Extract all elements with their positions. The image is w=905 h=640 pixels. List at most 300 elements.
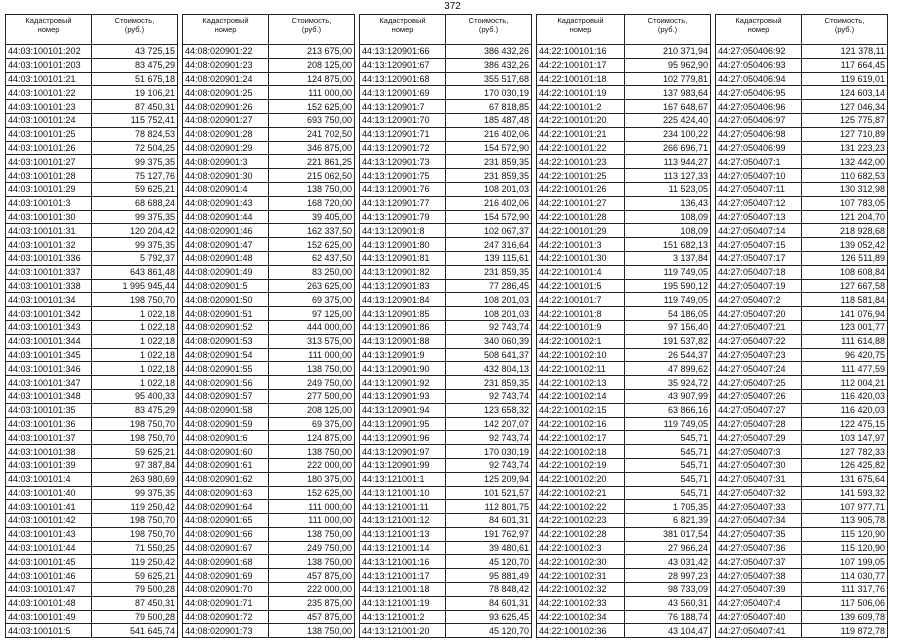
cadastral-number-cell: 44:13:121001:20 — [360, 624, 446, 638]
cadastral-number-cell: 44:22:100102:14 — [537, 389, 625, 403]
cadastral-number-cell: 44:13:120901:66 — [360, 45, 446, 59]
cost-cell: 115 120,90 — [802, 541, 888, 555]
cost-cell: 198 750,70 — [92, 527, 178, 541]
table-row — [537, 58, 711, 72]
table-row — [6, 527, 178, 541]
table-row — [6, 279, 178, 293]
table-row — [716, 569, 888, 583]
cadastral-number-cell: 44:08:020901:47 — [183, 238, 269, 252]
cost-cell: 119 749,05 — [625, 265, 711, 279]
cost-cell: 97 387,84 — [92, 458, 178, 472]
cadastral-number-cell: 44:27:050407:19 — [716, 279, 802, 293]
cadastral-number-cell: 44:22:100102:11 — [537, 362, 625, 376]
table-row — [360, 389, 532, 403]
cadastral-number-cell: 44:03:100101:21 — [6, 72, 92, 86]
table-row — [716, 555, 888, 569]
table-row — [6, 169, 178, 183]
cost-cell: 72 504,25 — [92, 141, 178, 155]
table-row — [360, 155, 532, 169]
table-row — [360, 334, 532, 348]
cadastral-number-cell: 44:22:100102:28 — [537, 527, 625, 541]
table-row — [716, 527, 888, 541]
column-header-cadastral-number — [360, 15, 446, 45]
table-row — [360, 169, 532, 183]
cost-cell: 99 375,35 — [92, 486, 178, 500]
column-header-line: Кадастровый — [202, 16, 249, 25]
table-row — [537, 596, 711, 610]
cadastral-number-cell: 44:22:100101:8 — [537, 307, 625, 321]
cadastral-number-cell: 44:27:050406:93 — [716, 58, 802, 72]
cost-cell: 222 000,00 — [269, 458, 355, 472]
cost-cell: 92 743,74 — [446, 458, 532, 472]
cadastral-number-cell: 44:22:100102:3 — [537, 541, 625, 555]
cost-cell: 130 312,98 — [802, 182, 888, 196]
cadastral-number-cell: 44:22:100101:7 — [537, 293, 625, 307]
table-row — [360, 348, 532, 362]
table-row — [360, 72, 532, 86]
table-row — [6, 555, 178, 569]
column-header-line: номер — [37, 25, 60, 34]
cost-cell: 115 120,90 — [802, 527, 888, 541]
cost-cell: 116 420,03 — [802, 403, 888, 417]
cost-cell: 101 521,57 — [446, 486, 532, 500]
table-row — [716, 210, 888, 224]
cadastral-number-cell: 44:08:020901:30 — [183, 169, 269, 183]
cadastral-number-cell: 44:22:100102:22 — [537, 500, 625, 514]
cadastral-number-cell: 44:03:100101:49 — [6, 610, 92, 624]
cadastral-number-cell: 44:13:121001:19 — [360, 596, 446, 610]
cost-cell: 152 625,00 — [269, 100, 355, 114]
cadastral-number-cell: 44:03:100101:40 — [6, 486, 92, 500]
cadastral-number-cell: 44:08:020901:49 — [183, 265, 269, 279]
cost-cell: 47 899,62 — [625, 362, 711, 376]
table-row — [537, 251, 711, 265]
cost-cell: 62 437,50 — [269, 251, 355, 265]
cost-cell: 125 209,94 — [446, 472, 532, 486]
cadastral-number-cell: 44:27:050407:37 — [716, 555, 802, 569]
table-row — [6, 445, 178, 459]
cost-cell: 132 442,00 — [802, 155, 888, 169]
cadastral-number-cell: 44:27:050407:10 — [716, 169, 802, 183]
column-header-cadastral-number — [183, 15, 269, 45]
cost-cell: 162 337,50 — [269, 224, 355, 238]
cost-cell: 84 601,31 — [446, 596, 532, 610]
table-row — [716, 45, 888, 59]
cadastral-number-cell: 44:27:050407:35 — [716, 527, 802, 541]
table-row — [360, 141, 532, 155]
cost-cell: 381 017,54 — [625, 527, 711, 541]
column-header-cost — [269, 15, 355, 45]
cost-cell: 231 859,35 — [446, 155, 532, 169]
cost-cell: 96 420,75 — [802, 348, 888, 362]
table-row — [6, 72, 178, 86]
cadastral-number-cell: 44:03:100101:27 — [6, 155, 92, 169]
cost-cell: 126 425,82 — [802, 458, 888, 472]
cadastral-number-cell: 44:03:100101:41 — [6, 500, 92, 514]
cadastral-number-cell: 44:13:121001:16 — [360, 555, 446, 569]
cost-cell: 266 696,71 — [625, 141, 711, 155]
cadastral-number-cell: 44:22:100101:27 — [537, 196, 625, 210]
table-row — [360, 403, 532, 417]
cost-cell: 170 030,19 — [446, 445, 532, 459]
cadastral-number-cell: 44:08:020901:66 — [183, 527, 269, 541]
cost-cell: 1 022,18 — [92, 307, 178, 321]
cadastral-number-cell: 44:03:100101:38 — [6, 445, 92, 459]
table-row — [360, 431, 532, 445]
table-row — [537, 141, 711, 155]
cadastral-number-cell: 44:22:100102:15 — [537, 403, 625, 417]
cadastral-number-cell: 44:13:121001:17 — [360, 569, 446, 583]
cost-cell: 432 804,13 — [446, 362, 532, 376]
table-row — [6, 403, 178, 417]
column-header-line: Стоимость, — [114, 16, 155, 25]
table-row — [183, 610, 355, 624]
cadastral-number-cell: 44:03:100101:337 — [6, 265, 92, 279]
cost-cell: 63 866,16 — [625, 403, 711, 417]
column-header-line: номер — [214, 25, 237, 34]
cost-cell: 3 137,84 — [625, 251, 711, 265]
table-row — [183, 238, 355, 252]
cost-cell: 43 725,15 — [92, 45, 178, 59]
cost-cell: 1 995 945,44 — [92, 279, 178, 293]
cost-cell: 152 625,00 — [269, 238, 355, 252]
table-row — [537, 72, 711, 86]
cadastral-number-cell: 44:13:120901:8 — [360, 224, 446, 238]
cost-cell: 545,71 — [625, 431, 711, 445]
cadastral-number-cell: 44:08:020901:55 — [183, 362, 269, 376]
cost-cell: 69 375,00 — [269, 293, 355, 307]
cadastral-number-cell: 44:13:120901:69 — [360, 86, 446, 100]
cadastral-number-cell: 44:22:100101:17 — [537, 58, 625, 72]
column-header-cost — [625, 15, 711, 45]
cost-cell: 210 371,94 — [625, 45, 711, 59]
cost-cell: 1 705,35 — [625, 500, 711, 514]
cost-cell: 139 609,78 — [802, 610, 888, 624]
cadastral-number-cell: 44:13:120901:88 — [360, 334, 446, 348]
cost-cell: 225 424,40 — [625, 113, 711, 127]
cost-cell: 43 031,42 — [625, 555, 711, 569]
cadastral-number-cell: 44:03:100101:39 — [6, 458, 92, 472]
cost-cell: 215 062,50 — [269, 169, 355, 183]
table-row — [360, 293, 532, 307]
cost-cell: 119 619,01 — [802, 72, 888, 86]
cadastral-number-cell: 44:08:020901:43 — [183, 196, 269, 210]
cadastral-number-cell: 44:13:121001:14 — [360, 541, 446, 555]
table-row — [183, 624, 355, 638]
cadastral-number-cell: 44:03:100101:28 — [6, 169, 92, 183]
cadastral-number-cell: 44:13:120901:76 — [360, 182, 446, 196]
cadastral-number-cell: 44:03:100101:338 — [6, 279, 92, 293]
cost-cell: 124 875,00 — [269, 431, 355, 445]
cost-cell: 131 223,23 — [802, 141, 888, 155]
table-row — [360, 113, 532, 127]
cost-cell: 126 511,89 — [802, 251, 888, 265]
cadastral-number-cell: 44:13:120901:77 — [360, 196, 446, 210]
cadastral-number-cell: 44:03:100101:29 — [6, 182, 92, 196]
cost-cell: 138 750,00 — [269, 362, 355, 376]
table-row — [360, 265, 532, 279]
table-row — [716, 279, 888, 293]
table-row — [6, 472, 178, 486]
cadastral-number-cell: 44:08:020901:5 — [183, 279, 269, 293]
table-row — [360, 624, 532, 638]
table-row — [716, 141, 888, 155]
cadastral-number-cell: 44:08:020901:51 — [183, 307, 269, 321]
table-row — [6, 486, 178, 500]
table-row — [537, 624, 711, 638]
table-row — [360, 541, 532, 555]
cost-cell: 51 675,18 — [92, 72, 178, 86]
table-row — [537, 320, 711, 334]
cadastral-number-cell: 44:22:100102:34 — [537, 610, 625, 624]
table-row — [537, 169, 711, 183]
cadastral-number-cell: 44:22:100101:9 — [537, 320, 625, 334]
cadastral-number-cell: 44:13:121001:18 — [360, 583, 446, 597]
table-row — [716, 265, 888, 279]
cost-cell: 77 286,45 — [446, 279, 532, 293]
cost-cell: 136,43 — [625, 196, 711, 210]
table-row — [716, 320, 888, 334]
cost-cell: 643 861,48 — [92, 265, 178, 279]
table-row — [360, 596, 532, 610]
cost-cell: 138 750,00 — [269, 445, 355, 459]
table-row — [183, 583, 355, 597]
cost-cell: 111 614,88 — [802, 334, 888, 348]
column-header-line: Стоимость, — [647, 16, 688, 25]
cost-cell: 35 924,72 — [625, 376, 711, 390]
cost-cell: 191 762,97 — [446, 527, 532, 541]
cadastral-number-cell: 44:08:020901:67 — [183, 541, 269, 555]
cadastral-number-cell: 44:08:020901:70 — [183, 583, 269, 597]
cadastral-number-cell: 44:27:050407:34 — [716, 514, 802, 528]
table-row — [716, 155, 888, 169]
table-row — [716, 431, 888, 445]
cost-cell: 185 487,48 — [446, 113, 532, 127]
cost-cell: 198 750,70 — [92, 417, 178, 431]
cadastral-number-cell: 44:27:050407:36 — [716, 541, 802, 555]
cadastral-number-cell: 44:27:050407:11 — [716, 182, 802, 196]
cost-cell: 107 199,05 — [802, 555, 888, 569]
cost-cell: 115 752,41 — [92, 113, 178, 127]
cadastral-number-cell: 44:22:100101:29 — [537, 224, 625, 238]
cost-cell: 45 120,70 — [446, 624, 532, 638]
cadastral-number-cell: 44:08:020901:27 — [183, 113, 269, 127]
cadastral-number-cell: 44:27:050407:25 — [716, 376, 802, 390]
cost-cell: 231 859,35 — [446, 376, 532, 390]
cadastral-number-cell: 44:03:100101:30 — [6, 210, 92, 224]
cost-cell: 444 000,00 — [269, 320, 355, 334]
cost-cell: 346 875,00 — [269, 141, 355, 155]
cost-cell: 541 645,74 — [92, 624, 178, 638]
cadastral-number-cell: 44:22:100101:3 — [537, 238, 625, 252]
table-row — [183, 320, 355, 334]
column-header-line: (руб.) — [834, 25, 855, 34]
cost-cell: 78 824,53 — [92, 127, 178, 141]
table-row — [360, 45, 532, 59]
cadastral-number-cell: 44:08:020901:64 — [183, 500, 269, 514]
table-row — [716, 389, 888, 403]
table-row — [183, 155, 355, 169]
table-row — [183, 45, 355, 59]
table-row — [537, 113, 711, 127]
cost-cell: 139 115,61 — [446, 251, 532, 265]
cost-cell: 111 000,00 — [269, 514, 355, 528]
cost-cell: 138 750,00 — [269, 555, 355, 569]
cost-cell: 1 022,18 — [92, 362, 178, 376]
cadastral-number-cell: 44:22:100102:33 — [537, 596, 625, 610]
table-row — [6, 86, 178, 100]
cadastral-number-cell: 44:03:100101:45 — [6, 555, 92, 569]
table-row — [716, 307, 888, 321]
column-header-line: Стоимость, — [824, 16, 865, 25]
table-row — [716, 348, 888, 362]
table-row — [360, 251, 532, 265]
cost-cell: 241 702,50 — [269, 127, 355, 141]
table-row — [537, 334, 711, 348]
cadastral-number-cell: 44:13:120901:85 — [360, 307, 446, 321]
cost-cell: 508 641,37 — [446, 348, 532, 362]
cadastral-number-cell: 44:03:100101:26 — [6, 141, 92, 155]
cost-cell: 69 375,00 — [269, 417, 355, 431]
cost-cell: 216 402,06 — [446, 196, 532, 210]
cost-cell: 99 375,35 — [92, 238, 178, 252]
cadastral-number-cell: 44:13:120901:72 — [360, 141, 446, 155]
cadastral-number-cell: 44:22:100102:13 — [537, 376, 625, 390]
table-row — [537, 127, 711, 141]
table-row — [537, 224, 711, 238]
cadastral-number-cell: 44:08:020901:57 — [183, 389, 269, 403]
cadastral-number-cell: 44:08:020901:61 — [183, 458, 269, 472]
cost-cell: 124 875,00 — [269, 72, 355, 86]
table-row — [716, 624, 888, 638]
cadastral-number-cell: 44:27:050407:32 — [716, 486, 802, 500]
table-row — [6, 610, 178, 624]
cadastral-number-cell: 44:08:020901:3 — [183, 155, 269, 169]
cadastral-number-cell: 44:08:020901:26 — [183, 100, 269, 114]
table-row — [537, 569, 711, 583]
table-row — [716, 376, 888, 390]
table-row — [360, 486, 532, 500]
table-row — [183, 555, 355, 569]
table-row — [716, 472, 888, 486]
cost-cell: 386 432,26 — [446, 45, 532, 59]
cost-cell: 545,71 — [625, 458, 711, 472]
cadastral-number-cell: 44:03:100101:42 — [6, 514, 92, 528]
cadastral-number-cell: 44:08:020901:56 — [183, 376, 269, 390]
cost-cell: 122 475,15 — [802, 417, 888, 431]
table-row — [537, 445, 711, 459]
cost-cell: 79 500,28 — [92, 583, 178, 597]
cadastral-number-cell: 44:27:050407:41 — [716, 624, 802, 638]
column-header-cadastral-number — [537, 15, 625, 45]
table-row — [716, 445, 888, 459]
cadastral-tables — [5, 14, 901, 636]
cost-cell: 45 120,70 — [446, 555, 532, 569]
cadastral-number-cell: 44:03:100101:37 — [6, 431, 92, 445]
cost-cell: 95 400,33 — [92, 389, 178, 403]
cadastral-number-cell: 44:22:100101:28 — [537, 210, 625, 224]
cadastral-number-cell: 44:08:020901:72 — [183, 610, 269, 624]
cost-cell: 249 750,00 — [269, 541, 355, 555]
cadastral-number-cell: 44:08:020901:54 — [183, 348, 269, 362]
table-row — [183, 389, 355, 403]
table-row — [360, 527, 532, 541]
cost-cell: 111 000,00 — [269, 86, 355, 100]
cost-cell: 117 506,06 — [802, 596, 888, 610]
cost-cell: 213 675,00 — [269, 45, 355, 59]
cadastral-number-cell: 44:22:100101:22 — [537, 141, 625, 155]
table-row — [537, 362, 711, 376]
column-header-cadastral-number — [716, 15, 802, 45]
cost-cell: 121 378,11 — [802, 45, 888, 59]
cadastral-number-cell: 44:08:020901:25 — [183, 86, 269, 100]
cadastral-number-cell: 44:13:120901:95 — [360, 417, 446, 431]
table-row — [716, 486, 888, 500]
column-header-cadastral-number — [6, 15, 92, 45]
cadastral-number-cell: 44:08:020901:73 — [183, 624, 269, 638]
cost-cell: 231 859,35 — [446, 265, 532, 279]
table-row — [716, 224, 888, 238]
cost-cell: 208 125,00 — [269, 58, 355, 72]
cadastral-number-cell: 44:13:120901:9 — [360, 348, 446, 362]
table-row — [6, 210, 178, 224]
cadastral-number-cell: 44:27:050407:12 — [716, 196, 802, 210]
table-row — [183, 348, 355, 362]
cost-cell: 131 675,64 — [802, 472, 888, 486]
cadastral-number-cell: 44:27:050406:94 — [716, 72, 802, 86]
table-row — [360, 417, 532, 431]
cadastral-number-cell: 44:03:100101:48 — [6, 596, 92, 610]
cadastral-number-cell: 44:27:050406:92 — [716, 45, 802, 59]
cadastral-number-cell: 44:22:100101:26 — [537, 182, 625, 196]
cost-cell: 545,71 — [625, 472, 711, 486]
table-row — [537, 45, 711, 59]
table-row — [6, 417, 178, 431]
cadastral-number-cell: 44:03:100101:32 — [6, 238, 92, 252]
cadastral-number-cell: 44:22:100102:1 — [537, 334, 625, 348]
cadastral-number-cell: 44:27:050407:2 — [716, 293, 802, 307]
cost-cell: 5 792,37 — [92, 251, 178, 265]
cadastral-number-cell: 44:03:100101:44 — [6, 541, 92, 555]
table-row — [6, 334, 178, 348]
cost-cell: 125 775,87 — [802, 113, 888, 127]
cadastral-number-cell: 44:22:100102:31 — [537, 569, 625, 583]
cost-cell: 1 022,18 — [92, 320, 178, 334]
cost-cell: 28 997,23 — [625, 569, 711, 583]
table-row — [183, 541, 355, 555]
cadastral-number-cell: 44:22:100102:36 — [537, 624, 625, 638]
cost-cell: 114 030,77 — [802, 569, 888, 583]
cost-cell: 93 625,45 — [446, 610, 532, 624]
cadastral-number-cell: 44:27:050407:29 — [716, 431, 802, 445]
cost-cell: 59 625,21 — [92, 569, 178, 583]
cost-cell: 313 575,00 — [269, 334, 355, 348]
cadastral-number-cell: 44:13:121001:13 — [360, 527, 446, 541]
cadastral-number-cell: 44:22:100101:23 — [537, 155, 625, 169]
table-row — [360, 238, 532, 252]
cadastral-number-cell: 44:13:120901:97 — [360, 445, 446, 459]
table-row — [360, 555, 532, 569]
table-row — [6, 141, 178, 155]
table-row — [183, 182, 355, 196]
cost-cell: 1 022,18 — [92, 334, 178, 348]
cadastral-number-cell: 44:03:100101:47 — [6, 583, 92, 597]
header-row — [360, 15, 532, 45]
cadastral-number-cell: 44:13:120901:92 — [360, 376, 446, 390]
cadastral-number-cell: 44:27:050406:99 — [716, 141, 802, 155]
cost-cell: 141 076,94 — [802, 307, 888, 321]
cost-cell: 97 156,40 — [625, 320, 711, 334]
